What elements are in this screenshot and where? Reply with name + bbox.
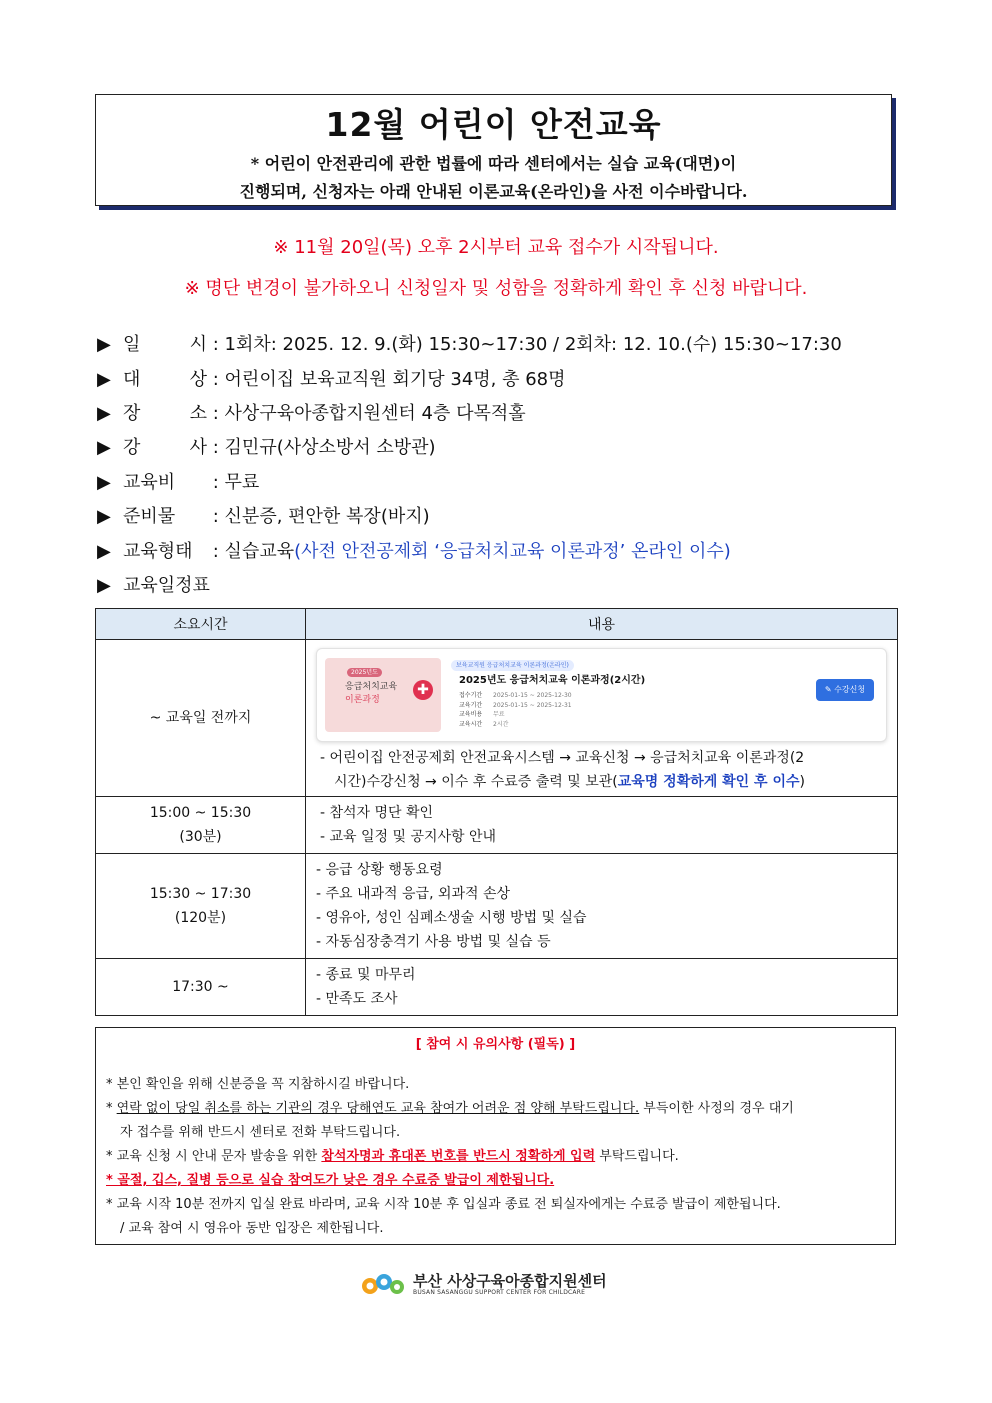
arrow-icon: ▶ (97, 472, 111, 493)
col-header-time: 소요시간 (96, 609, 306, 640)
info-label: 교육일정표 (123, 575, 210, 596)
page-title: 12월 어린이 안전교육 (325, 105, 662, 144)
table-row (96, 640, 898, 797)
info-label: 강 사 (123, 437, 207, 458)
info-row-schedule (97, 571, 210, 597)
info-value: 신분증, 편안한 복장(바지) (224, 506, 430, 527)
course-meta: 접수기간 2025-01-15 ~ 2025-12-30 교육기간 2025-01-15 ~ 2025-12-31 교육비용 무료 교육시간 2시간 (459, 692, 572, 728)
arrow-icon: ▶ (97, 575, 111, 596)
info-label: 장 소 (123, 403, 207, 424)
caution-box (95, 1027, 896, 1245)
info-label: 대 상 (123, 369, 207, 390)
row-text-line: 시간)수강신청 → 이수 후 수료증 출력 및 보관(교육명 정확하게 확인 후 이수) (334, 774, 805, 790)
info-row-target: ▶ 대 상 : 어린이집 보육교직원 회기당 34명, 총 68명 (97, 365, 566, 391)
info-value: 어린이집 보육교직원 회기당 34명, 총 68명 (224, 369, 566, 390)
heart-icon: ✚ (413, 680, 433, 700)
row-time: ~ 교육일 전까지 (96, 640, 306, 797)
row-time: 15:00 ~ 15:30 (30분) (96, 797, 306, 854)
info-value: 무료 (224, 472, 260, 493)
info-row-supplies: ▶ 준비물 : 신분증, 편안한 복장(바지) (97, 502, 430, 528)
row-text-line: - 어린이집 안전공제회 안전교육시스템 → 교육신청 → 응급처치교육 이론과정(2 (320, 750, 805, 766)
info-label: 교육형태 (123, 541, 193, 562)
arrow-icon: ▶ (97, 403, 111, 424)
row-content: - 응급 상황 행동요령 - 주요 내과적 응급, 외과적 손상 - 영유아, 성인 심폐소생술 시행 방법 및 실습 - 자동심장충격기 사용 방법 및 실습 등 (306, 854, 898, 959)
schedule-table (95, 608, 898, 1016)
course-title: 2025년도 응급처치교육 이론과정(2시간) (459, 675, 646, 686)
notice-no-change: ※ 명단 변경이 불가하오니 신청일자 및 성함을 정확하게 확인 후 신청 바랍니다. (184, 278, 808, 299)
caution-line: * 연락 없이 당일 취소를 하는 기관의 경우 당해연도 교육 참여가 어려운 점 양해 부탁드립니다. 부득이한 사정의 경우 대기 (106, 1101, 794, 1116)
center-name: 부산 사상구육아종합지원센터 (413, 1272, 607, 1290)
info-label: 준비물 (123, 506, 176, 527)
caution-line: * 골절, 깁스, 질병 등으로 실습 참여도가 낮은 경우 수료증 발급이 제한됩니다. (106, 1173, 555, 1188)
caution-line: / 교육 참여 시 영유아 동반 입장은 제한됩니다. (120, 1221, 384, 1236)
info-label: 일 시 (123, 334, 207, 355)
subtitle-line-2: 진행되며, 신청자는 아래 안내된 이론교육(온라인)을 사전 이수바랍니다. (239, 182, 748, 201)
center-name-en: BUSAN SASANGGU SUPPORT CENTER FOR CHILDCARE (413, 1289, 586, 1296)
info-row-fee: ▶ 교육비 : 무료 (97, 468, 259, 494)
row-content: - 참석자 명단 확인 - 교육 일정 및 공지사항 안내 (306, 797, 898, 854)
table-row (96, 854, 898, 959)
caution-line: * 교육 신청 시 안내 문자 발송을 위한 참석자명과 휴대폰 번호를 반드시 정확하게 입력 부탁드립니다. (106, 1149, 679, 1164)
info-value: 사상구육아종합지원센터 4층 다목적홀 (224, 403, 526, 424)
info-row-place: ▶ 장 소 : 사상구육아종합지원센터 4층 다목적홀 (97, 399, 526, 425)
course-card[interactable] (316, 648, 887, 742)
course-badge: 보육교직원 응급처치교육 이론과정(온라인) (451, 660, 574, 671)
table-header-row (96, 609, 898, 640)
arrow-icon: ▶ (97, 541, 111, 562)
arrow-icon: ▶ (97, 437, 111, 458)
center-logo-icon (360, 1269, 406, 1299)
subtitle-line-1: * 어린이 안전관리에 관한 법률에 따라 센터에서는 실습 교육(대면)이 (250, 154, 737, 173)
year-tag: 2025년도 (347, 668, 382, 677)
row-content (306, 640, 898, 797)
row-time: 17:30 ~ (96, 959, 306, 1016)
info-row-lecturer: ▶ 강 사 : 김민규(사상소방서 소방관) (97, 433, 436, 459)
caution-line: 자 접수를 위해 반드시 센터로 전화 부탁드립니다. (120, 1125, 401, 1140)
course-thumbnail: 2025년도 응급처치교육 이론과정 ✚ (325, 658, 441, 732)
info-label: 교육비 (123, 472, 176, 493)
arrow-icon: ▶ (97, 506, 111, 527)
info-value: 김민규(사상소방서 소방관) (224, 437, 436, 458)
col-header-content: 내용 (306, 609, 898, 640)
row-content: - 종료 및 마무리 - 만족도 조사 (306, 959, 898, 1016)
caution-line: * 교육 시작 10분 전까지 입실 완료 바라며, 교육 시작 10분 후 입실과 종료 전 퇴실자에게는 수료증 발급이 제한됩니다. (106, 1197, 781, 1212)
info-value-online: (사전 안전공제회 ‘응급처치교육 이론과정’ 온라인 이수) (294, 541, 731, 562)
apply-button[interactable]: ✎ 수강신청 (816, 679, 874, 701)
caution-title: [ 참여 시 유의사항 (필독) ] (415, 1037, 576, 1052)
row-time: 15:30 ~ 17:30 (120분) (96, 854, 306, 959)
info-row-type: ▶ 교육형태 : 실습교육(사전 안전공제회 ‘응급처치교육 이론과정’ 온라인 이수) (97, 537, 731, 563)
info-value: 실습교육 (224, 541, 295, 562)
caution-line: * 본인 확인을 위해 신분증을 꼭 지참하시길 바랍니다. (106, 1077, 410, 1092)
info-value: 1회차: 2025. 12. 9.(화) 15:30~17:30 / 2회차: 12. 10.(수) 15:30~17:30 (224, 334, 842, 355)
arrow-icon: ▶ (97, 369, 111, 390)
footer-logo (360, 1267, 620, 1303)
edit-icon: ✎ (824, 685, 832, 694)
title-box (95, 94, 892, 206)
arrow-icon: ▶ (97, 334, 111, 355)
notice-registration: ※ 11월 20일(목) 오후 2시부터 교육 접수가 시작됩니다. (273, 237, 719, 258)
table-row (96, 959, 898, 1016)
info-row-date: ▶ 일 시 : 1회차: 2025. 12. 9.(화) 15:30~17:30 / 2회차: 12. 10.(수) 15:30~17:30 (97, 330, 842, 356)
table-row (96, 797, 898, 854)
